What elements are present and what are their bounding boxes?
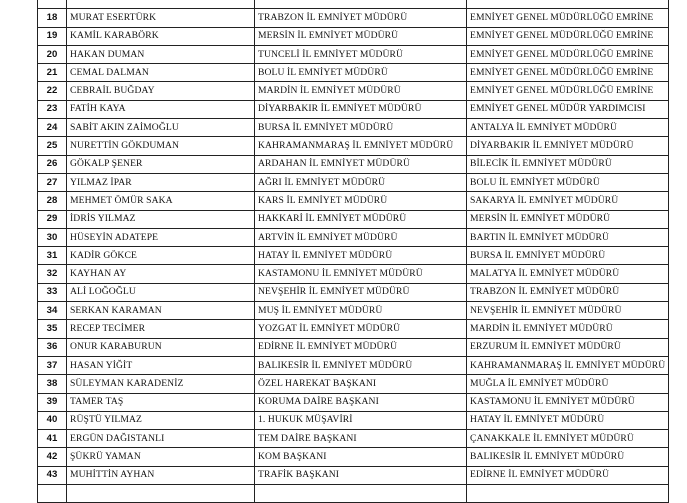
cell-new-post: EMNİYET GENEL MÜDÜRLÜĞÜ EMRİNE	[467, 27, 669, 45]
cell-number: 21	[38, 64, 67, 82]
cell-number: 22	[38, 82, 67, 100]
cell-number: 41	[38, 430, 67, 448]
cell-new-post: NEVŞEHİR İL EMNİYET MÜDÜRÜ	[467, 302, 669, 320]
cell-name: NURETTİN GÖKDUMAN	[67, 137, 255, 155]
cell-current-post: BALIKESİR İL EMNİYET MÜDÜRÜ	[255, 356, 467, 374]
cell-current-post: MUŞ İL EMNİYET MÜDÜRÜ	[255, 302, 467, 320]
cell-current-post: KOM BAŞKANI	[255, 448, 467, 466]
cell-name: FATİH KAYA	[67, 100, 255, 118]
cell-new-post: BARTIN İL EMNİYET MÜDÜRÜ	[467, 228, 669, 246]
cell-number: 31	[38, 247, 67, 265]
table-row	[38, 173, 669, 191]
cell-name: ERGÜN DAĞISTANLI	[67, 430, 255, 448]
cell-new-post: DİYARBAKIR İL EMNİYET MÜDÜRÜ	[467, 137, 669, 155]
cell-current-post: KARS İL EMNİYET MÜDÜRÜ	[255, 192, 467, 210]
cell-name: KAMİL KARABÖRK	[67, 27, 255, 45]
cell-new-post: EMNİYET GENEL MÜDÜRLÜĞÜ EMRİNE	[467, 45, 669, 63]
cell-number: 30	[38, 228, 67, 246]
table-row	[38, 45, 669, 63]
cell-name: TAMER TAŞ	[67, 393, 255, 411]
cell-new-post: EDİRNE İL EMNİYET MÜDÜRÜ	[467, 466, 669, 484]
table-row	[38, 100, 669, 118]
cell-name: İDRİS YILMAZ	[67, 210, 255, 228]
table-row	[38, 155, 669, 173]
cell-name: ŞÜKRÜ YAMAN	[67, 448, 255, 466]
cell-new-post: BOLU İL EMNİYET MÜDÜRÜ	[467, 173, 669, 191]
cell-name: MUHİTTİN AYHAN	[67, 466, 255, 484]
appointment-table	[37, 0, 669, 503]
cell-current-post: TRABZON İL EMNİYET MÜDÜRÜ	[255, 9, 467, 27]
cell-new-post: MALATYA İL EMNİYET MÜDÜRÜ	[467, 265, 669, 283]
cell-name: HAKAN DUMAN	[67, 45, 255, 63]
cell-name: SERKAN KARAMAN	[67, 302, 255, 320]
cell-current-post: KASTAMONU İL EMNİYET MÜDÜRÜ	[255, 265, 467, 283]
cell-current-post: ARDAHAN İL EMNİYET MÜDÜRÜ	[255, 155, 467, 173]
cell-number: 33	[38, 283, 67, 301]
cell-name: RÜŞTÜ YILMAZ	[67, 411, 255, 429]
cell-number: 23	[38, 100, 67, 118]
table-row	[38, 9, 669, 27]
table-row	[38, 356, 669, 374]
table-row	[38, 192, 669, 210]
cell-name: ONUR KARABURUN	[67, 338, 255, 356]
cell-current-post	[255, 0, 467, 9]
cell-new-post: KAHRAMANMARAŞ İL EMNİYET MÜDÜRÜ	[467, 356, 669, 374]
table-row	[38, 0, 669, 9]
cell-new-post: ANTALYA İL EMNİYET MÜDÜRÜ	[467, 119, 669, 137]
table-body	[38, 0, 669, 503]
cell-number: 35	[38, 320, 67, 338]
cell-current-post: KORUMA DAİRE BAŞKANI	[255, 393, 467, 411]
cell-number: 38	[38, 375, 67, 393]
table-row	[38, 375, 669, 393]
cell-number: 36	[38, 338, 67, 356]
cell-new-post: BURSA İL EMNİYET MÜDÜRÜ	[467, 247, 669, 265]
cell-number: 28	[38, 192, 67, 210]
table-row	[38, 466, 669, 484]
cell-name: CEBRAİL BUĞDAY	[67, 82, 255, 100]
cell-number: 26	[38, 155, 67, 173]
cell-new-post: ÇANAKKALE İL EMNİYET MÜDÜRÜ	[467, 430, 669, 448]
cell-new-post: EMNİYET GENEL MÜDÜRLÜĞÜ EMRİNE	[467, 64, 669, 82]
cell-number	[38, 0, 67, 9]
cell-number: 39	[38, 393, 67, 411]
cell-new-post: MERSİN İL EMNİYET MÜDÜRÜ	[467, 210, 669, 228]
cell-number: 42	[38, 448, 67, 466]
cell-number: 20	[38, 45, 67, 63]
cell-name: YILMAZ İPAR	[67, 173, 255, 191]
cell-number: 19	[38, 27, 67, 45]
cell-current-post: 1. HUKUK MÜŞAVİRİ	[255, 411, 467, 429]
cell-number: 24	[38, 119, 67, 137]
table-row	[38, 265, 669, 283]
cell-number: 37	[38, 356, 67, 374]
cell-new-post: TRABZON İL EMNİYET MÜDÜRÜ	[467, 283, 669, 301]
cell-current-post: AĞRI İL EMNİYET MÜDÜRÜ	[255, 173, 467, 191]
table-row	[38, 448, 669, 466]
cell-name: SÜLEYMAN KARADENİZ	[67, 375, 255, 393]
table-row	[38, 27, 669, 45]
cell-new-post: BİLECİK İL EMNİYET MÜDÜRÜ	[467, 155, 669, 173]
cell-new-post: EMNİYET GENEL MÜDÜRLÜĞÜ EMRİNE	[467, 9, 669, 27]
cell-name: HASAN YİĞİT	[67, 356, 255, 374]
cell-number: 43	[38, 466, 67, 484]
table-row	[38, 119, 669, 137]
cell-current-post: DİYARBAKIR İL EMNİYET MÜDÜRÜ	[255, 100, 467, 118]
cell-new-post: BALIKESİR İL EMNİYET MÜDÜRÜ	[467, 448, 669, 466]
cell-current-post: TEM DAİRE BAŞKANI	[255, 430, 467, 448]
cell-number: 32	[38, 265, 67, 283]
table-row	[38, 228, 669, 246]
cell-current-post: MARDİN İL EMNİYET MÜDÜRÜ	[255, 82, 467, 100]
cell-current-post: HATAY İL EMNİYET MÜDÜRÜ	[255, 247, 467, 265]
table-row	[38, 411, 669, 429]
table-row	[38, 338, 669, 356]
cell-number: 18	[38, 9, 67, 27]
cell-name: ALİ LOĞOĞLU	[67, 283, 255, 301]
cell-current-post: KAHRAMANMARAŞ İL EMNİYET MÜDÜRÜ	[255, 137, 467, 155]
cell-current-post: ÖZEL HAREKAT BAŞKANI	[255, 375, 467, 393]
cell-name	[67, 485, 255, 503]
cell-name: RECEP TECİMER	[67, 320, 255, 338]
cell-current-post: TRAFİK BAŞKANI	[255, 466, 467, 484]
table-row	[38, 137, 669, 155]
cell-current-post: YOZGAT İL EMNİYET MÜDÜRÜ	[255, 320, 467, 338]
cell-new-post: MARDİN İL EMNİYET MÜDÜRÜ	[467, 320, 669, 338]
cell-current-post: ARTVİN İL EMNİYET MÜDÜRÜ	[255, 228, 467, 246]
cell-current-post: TUNCELİ İL EMNİYET MÜDÜRÜ	[255, 45, 467, 63]
table-row	[38, 82, 669, 100]
cell-name: MURAT ESERTÜRK	[67, 9, 255, 27]
table-row	[38, 320, 669, 338]
table-row	[38, 210, 669, 228]
cell-number: 27	[38, 173, 67, 191]
cell-current-post: BOLU İL EMNİYET MÜDÜRÜ	[255, 64, 467, 82]
cell-current-post: HAKKARİ İL EMNİYET MÜDÜRÜ	[255, 210, 467, 228]
cell-number: 34	[38, 302, 67, 320]
cell-name: HÜSEYİN ADATEPE	[67, 228, 255, 246]
table-row	[38, 302, 669, 320]
table-row	[38, 393, 669, 411]
cell-number: 25	[38, 137, 67, 155]
cell-name: MEHMET ÖMÜR SAKA	[67, 192, 255, 210]
cell-new-post: EMNİYET GENEL MÜDÜRLÜĞÜ EMRİNE	[467, 82, 669, 100]
cell-name: CEMAL DALMAN	[67, 64, 255, 82]
table-row	[38, 64, 669, 82]
cell-number: 29	[38, 210, 67, 228]
cell-number: 40	[38, 411, 67, 429]
cell-name: GÖKALP ŞENER	[67, 155, 255, 173]
cell-new-post: EMNİYET GENEL MÜDÜR YARDIMCISI	[467, 100, 669, 118]
table-row	[38, 283, 669, 301]
table-row	[38, 485, 669, 503]
cell-current-post: EDİRNE İL EMNİYET MÜDÜRÜ	[255, 338, 467, 356]
cell-new-post: MUĞLA İL EMNİYET MÜDÜRÜ	[467, 375, 669, 393]
cell-number	[38, 485, 67, 503]
cell-new-post: KASTAMONU İL EMNİYET MÜDÜRÜ	[467, 393, 669, 411]
cell-name: KADİR GÖKCE	[67, 247, 255, 265]
cell-new-post: ERZURUM İL EMNİYET MÜDÜRÜ	[467, 338, 669, 356]
table-row	[38, 430, 669, 448]
cell-current-post: BURSA İL EMNİYET MÜDÜRÜ	[255, 119, 467, 137]
cell-new-post	[467, 0, 669, 9]
cell-current-post	[255, 485, 467, 503]
cell-new-post: SAKARYA İL EMNİYET MÜDÜRÜ	[467, 192, 669, 210]
table-row	[38, 247, 669, 265]
cell-name: KAYHAN AY	[67, 265, 255, 283]
cell-name	[67, 0, 255, 9]
cell-new-post	[467, 485, 669, 503]
cell-current-post: MERSİN İL EMNİYET MÜDÜRÜ	[255, 27, 467, 45]
cell-current-post: NEVŞEHİR İL EMNİYET MÜDÜRÜ	[255, 283, 467, 301]
cell-new-post: HATAY İL EMNİYET MÜDÜRÜ	[467, 411, 669, 429]
cell-name: SABİT AKIN ZAİMOĞLU	[67, 119, 255, 137]
